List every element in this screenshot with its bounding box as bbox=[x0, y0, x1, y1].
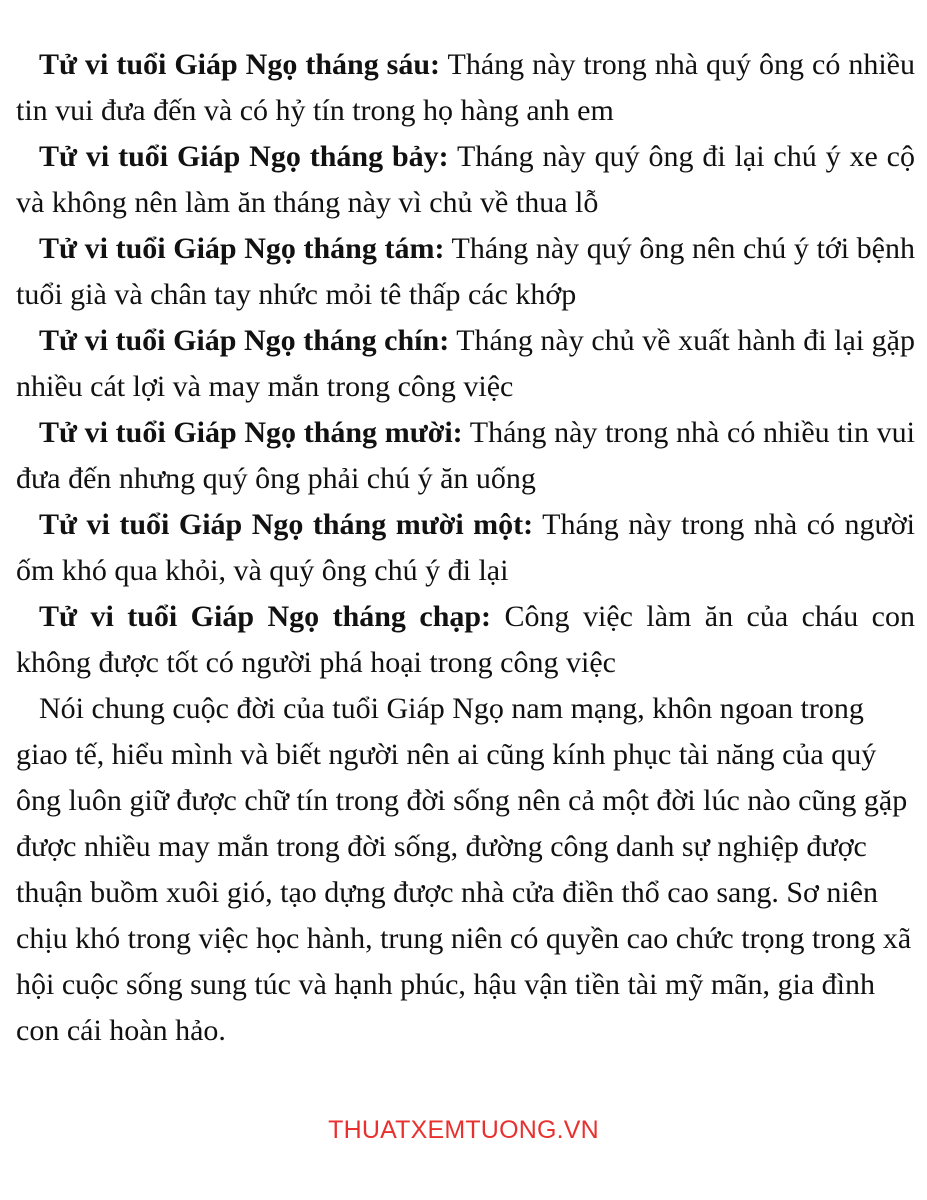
entry-month-11 bbox=[16, 502, 915, 594]
entry-heading: Tử vi tuổi Giáp Ngọ tháng mười: bbox=[39, 416, 463, 449]
entry-text: Tháng này chủ về xuất hành đi lại gặp nhiều cát lợi và may mắn trong công việc bbox=[16, 324, 915, 403]
entry-month-9 bbox=[16, 318, 915, 410]
entry-text: Tháng này trong nhà có người ốm khó qua khỏi, và quý ông chú ý đi lại bbox=[16, 508, 915, 587]
entry-heading: Tử vi tuổi Giáp Ngọ tháng mười một: bbox=[39, 508, 534, 541]
entry-text: Tháng này quý ông đi lại chú ý xe cộ và không nên làm ăn tháng này vì chủ về thua lỗ bbox=[16, 140, 915, 219]
entry-month-6 bbox=[16, 42, 915, 134]
entry-text: Tháng này trong nhà có nhiều tin vui đưa đến nhưng quý ông phải chú ý ăn uống bbox=[16, 416, 915, 495]
entry-heading: Tử vi tuổi Giáp Ngọ tháng sáu: bbox=[39, 48, 441, 81]
entry-month-8 bbox=[16, 226, 915, 318]
entry-heading: Tử vi tuổi Giáp Ngọ tháng tám: bbox=[39, 232, 445, 265]
entry-text: Tháng này quý ông nên chú ý tới bệnh tuổi già và chân tay nhức mỏi tê thấp các khớp bbox=[16, 232, 915, 311]
entry-month-10 bbox=[16, 410, 915, 502]
entry-heading: Tử vi tuổi Giáp Ngọ tháng chạp: bbox=[39, 600, 492, 633]
summary-paragraph: Nói chung cuộc đời của tuổi Giáp Ngọ nam mạng, khôn ngoan trong giao tế, hiểu mình và biết người nên ai cũng kính phục tài năng của quý ông luôn giữ được chữ tín trong đời sống nên cả một đời lúc nào cũng gặp được nhiều may mắn trong đời sống, đường công danh sự nghiệp được thuận buồm xuôi gió, tạo dựng được nhà cửa điền thổ cao sang. Sơ niên chịu khó trong việc học hành, trung niên có quyền cao chức trọng trong xã hội cuộc sống sung túc và hạnh phúc, hậu vận tiền tài mỹ mãn, gia đình con cái hoàn hảo. bbox=[16, 692, 912, 1047]
entry-text: Tháng này trong nhà quý ông có nhiều tin vui đưa đến và có hỷ tín trong họ hàng anh em bbox=[16, 48, 915, 127]
entry-month-7 bbox=[16, 134, 915, 226]
entry-heading: Tử vi tuổi Giáp Ngọ tháng chín: bbox=[39, 324, 450, 357]
entry-heading: Tử vi tuổi Giáp Ngọ tháng bảy: bbox=[39, 140, 449, 173]
entry-month-12 bbox=[16, 594, 915, 686]
document-body bbox=[16, 42, 915, 1054]
site-watermark: THUATXEMTUONG.VN bbox=[328, 1116, 599, 1144]
entry-text: Công việc làm ăn của cháu con không được tốt có người phá hoại trong công việc bbox=[16, 600, 915, 679]
